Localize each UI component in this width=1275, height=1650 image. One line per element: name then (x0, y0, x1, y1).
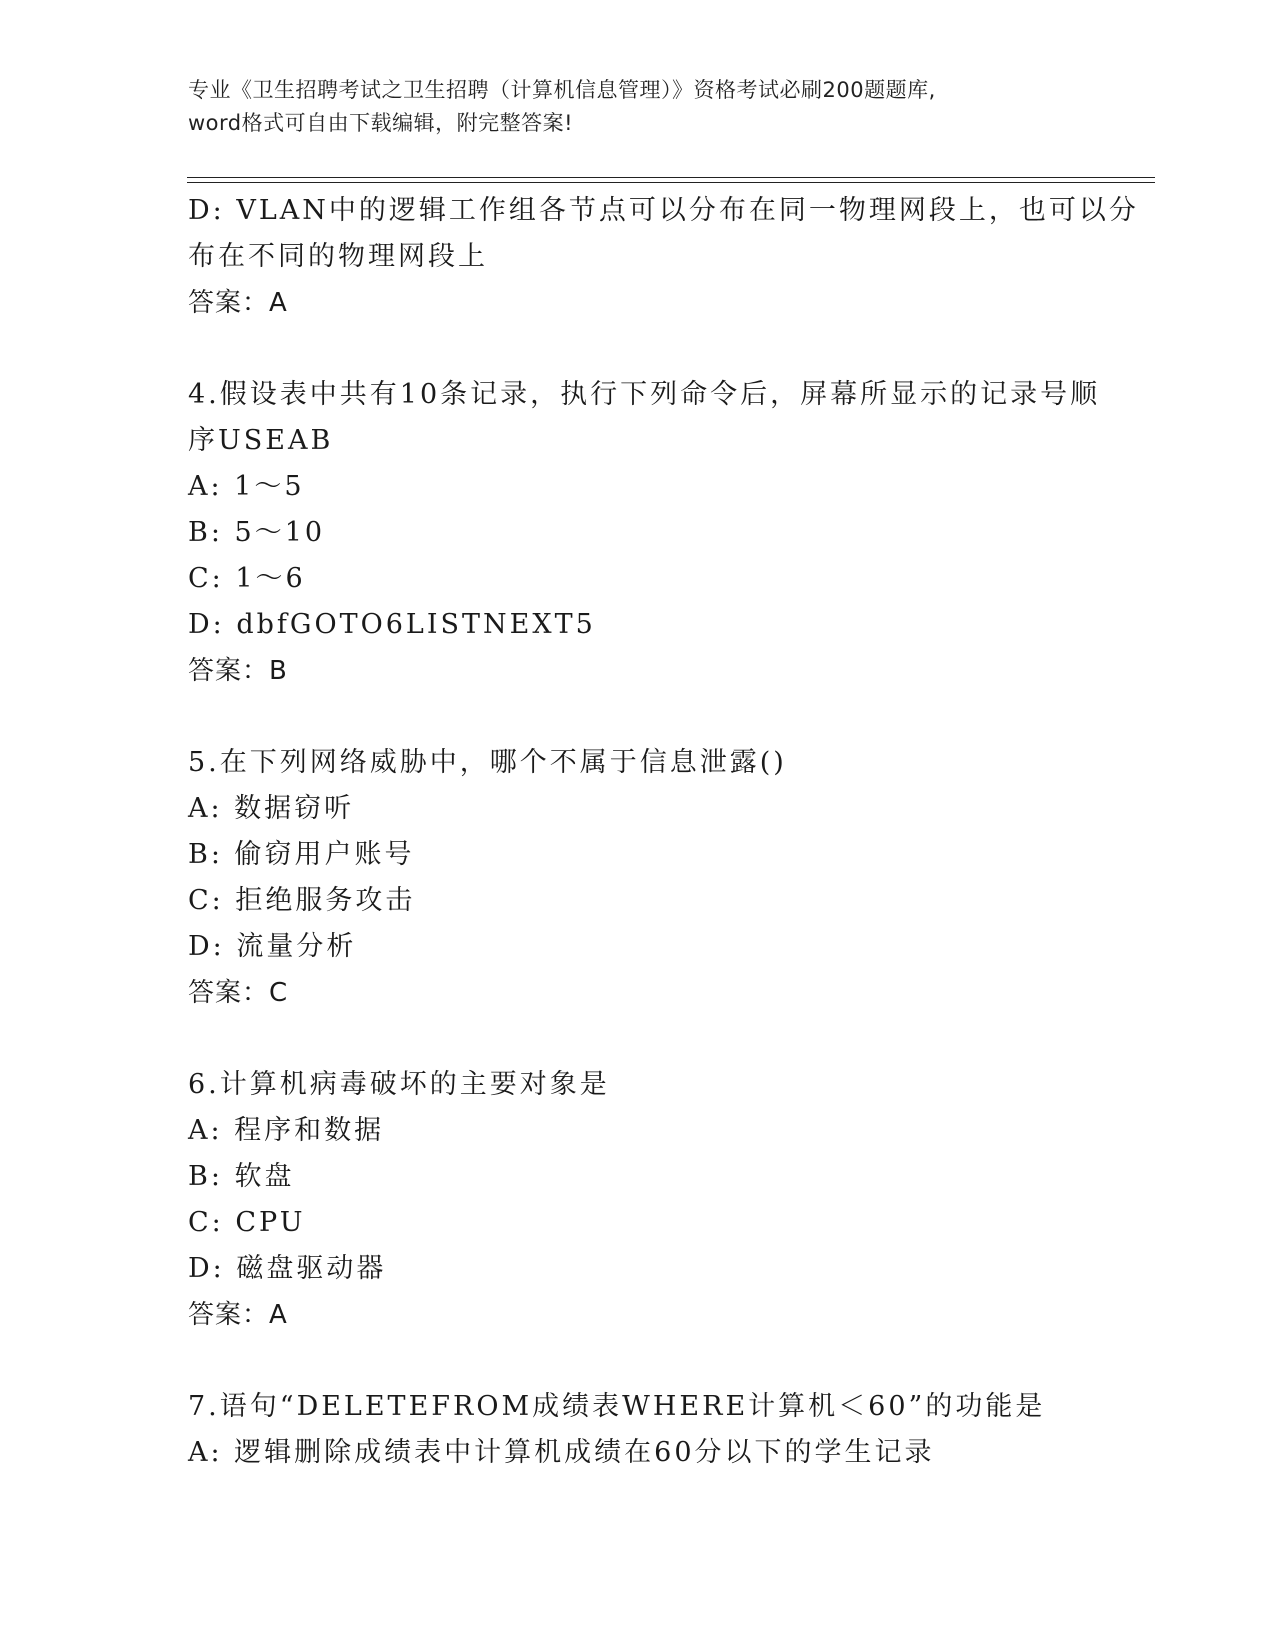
option-d-line-2: 布在不同的物理网段上 (188, 241, 488, 272)
answer-label: 答案：A (188, 288, 288, 318)
option-d: D: 流量分析 (188, 931, 357, 962)
option-a: A: 1～5 (188, 471, 305, 502)
document-header (188, 74, 1088, 140)
option-c: C: CPU (188, 1207, 306, 1238)
question-stem-line-1: 4.假设表中共有10条记录，执行下列命令后，屏幕所显示的记录号顺 (188, 379, 1101, 410)
spacer (188, 694, 1088, 740)
header-title-line-1: 专业《卫生招聘考试之卫生招聘（计算机信息管理）》资格考试必刷200题题库, (188, 78, 936, 102)
question-stem-line-2: 序USEAB (188, 425, 334, 456)
answer-label: 答案：B (188, 656, 288, 686)
answer-label: 答案：C (188, 978, 289, 1008)
question-6 (188, 1062, 1088, 1338)
question-4 (188, 372, 1101, 694)
option-c: C: 1～6 (188, 563, 306, 594)
option-d: D: dbfGOTO6LISTNEXT5 (188, 609, 596, 640)
option-b: B: 软盘 (188, 1161, 295, 1192)
question-7 (188, 1384, 1088, 1476)
question-stem: 6.计算机病毒破坏的主要对象是 (188, 1069, 610, 1100)
option-b: B: 5～10 (188, 517, 326, 548)
header-title-line-2: word格式可自由下载编辑，附完整答案! (188, 111, 574, 135)
question-3-tail (188, 188, 1139, 326)
spacer (188, 1016, 1088, 1062)
header-divider-bottom (187, 182, 1155, 183)
option-a: A: 程序和数据 (188, 1115, 385, 1146)
question-5 (188, 740, 1088, 1016)
option-d-line-1: D: VLAN中的逻辑工作组各节点可以分布在同一物理网段上，也可以分 (188, 195, 1139, 226)
option-a: A: 数据窃听 (188, 793, 355, 824)
option-c: C: 拒绝服务攻击 (188, 885, 416, 916)
option-d: D: 磁盘驱动器 (188, 1253, 387, 1284)
spacer (188, 326, 1088, 372)
spacer (188, 1338, 1088, 1384)
option-a: A: 逻辑删除成绩表中计算机成绩在60分以下的学生记录 (188, 1437, 935, 1468)
question-list (188, 188, 1139, 1476)
question-stem: 5.在下列网络威胁中，哪个不属于信息泄露() (188, 747, 787, 778)
question-stem: 7.语句“DELETEFROM成绩表WHERE计算机＜60”的功能是 (188, 1391, 1046, 1422)
answer-label: 答案：A (188, 1300, 288, 1330)
option-b: B: 偷窃用户账号 (188, 839, 415, 870)
header-divider-top (187, 177, 1155, 178)
